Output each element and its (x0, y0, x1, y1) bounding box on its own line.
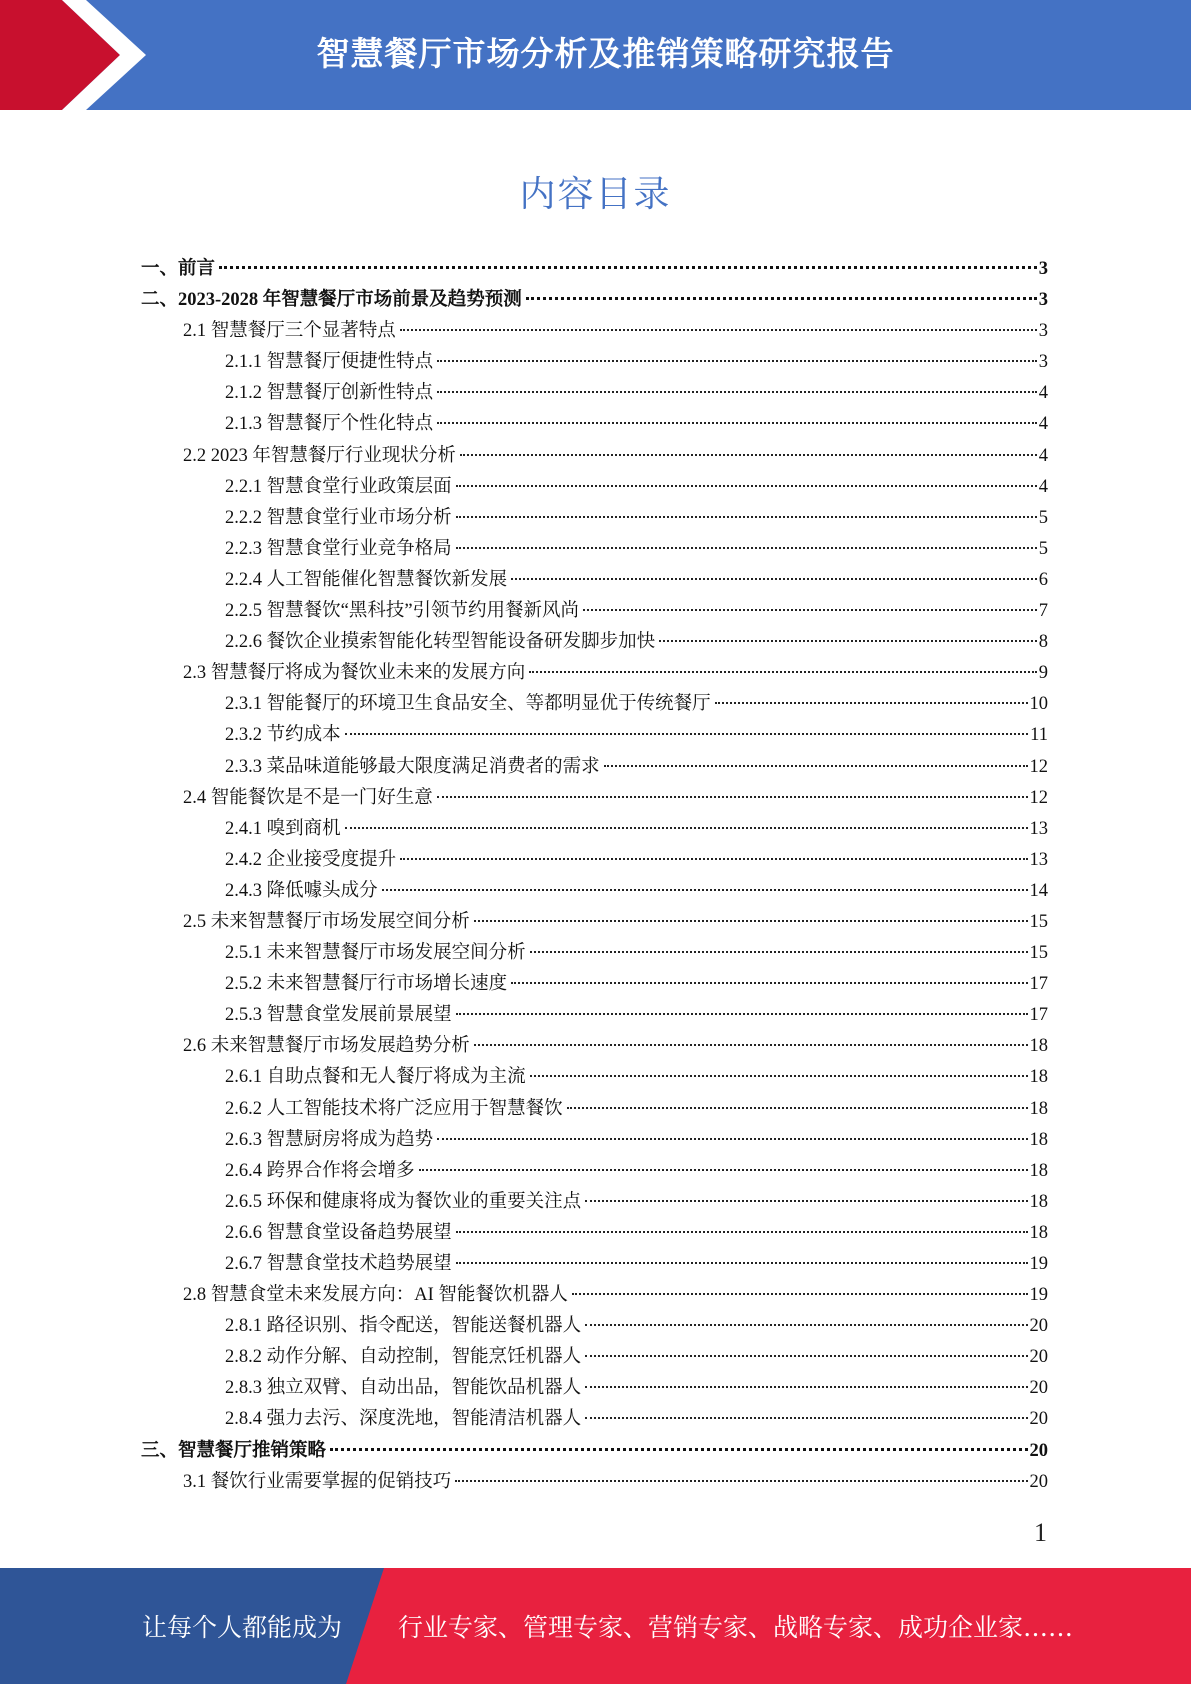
toc-entry[interactable] (141, 938, 1048, 969)
toc-entry-page: 3 (1038, 259, 1048, 279)
report-title: 智慧餐厅市场分析及推销策略研究报告 (316, 34, 895, 73)
toc-dot-leader (330, 1448, 1027, 1451)
toc-entry[interactable] (141, 1404, 1048, 1435)
footer-slogan-right: 行业专家、管理专家、营销专家、战略专家、成功企业家…… (398, 1613, 1074, 1642)
header-banner (0, 0, 1191, 110)
toc-entry-page: 7 (1038, 601, 1048, 622)
toc-dot-leader (382, 889, 1028, 891)
toc-entry-page: 6 (1038, 569, 1048, 590)
toc-dot-leader (585, 1200, 1027, 1202)
footer-banner (0, 1568, 1191, 1684)
toc-entry[interactable] (141, 503, 1048, 534)
toc-entry[interactable] (141, 441, 1048, 472)
toc-entry-label: 2.2.3 智慧食堂行业竞争格局 (225, 538, 452, 559)
toc-dot-leader (526, 297, 1037, 300)
toc-entry-page: 20 (1029, 1440, 1048, 1461)
toc-entry-page: 3 (1038, 290, 1048, 311)
toc-entry-page: 17 (1029, 1005, 1048, 1026)
toc-dot-leader (474, 920, 1028, 922)
toc-dot-leader (456, 485, 1037, 487)
toc-entry-page: 8 (1038, 632, 1048, 653)
toc-entry-label: 2.6.7 智慧食堂技术趋势展望 (225, 1254, 452, 1274)
toc-dot-leader (437, 1138, 1027, 1140)
toc-entry-page: 20 (1029, 1409, 1048, 1430)
toc-entry[interactable] (141, 845, 1048, 876)
toc-entry-page: 19 (1029, 1285, 1048, 1306)
toc-dot-leader (456, 516, 1037, 518)
toc-entry-page: 3 (1038, 321, 1048, 342)
toc-dot-leader (219, 266, 1037, 269)
toc-dot-leader (456, 1013, 1028, 1015)
toc-entry-page: 12 (1029, 756, 1048, 777)
toc-entry[interactable] (141, 472, 1048, 503)
toc-entry-page: 18 (1029, 1098, 1048, 1119)
toc-entry[interactable] (141, 658, 1048, 689)
toc-entry[interactable] (141, 1373, 1048, 1404)
toc-entry-page: 20 (1029, 1378, 1048, 1399)
footer-slogan-left: 让每个人都能成为 (142, 1613, 343, 1642)
toc-entry[interactable] (141, 565, 1048, 596)
toc-entry[interactable] (141, 752, 1048, 783)
toc-entry-page: 18 (1029, 1222, 1048, 1243)
toc-entry-page: 4 (1038, 476, 1048, 497)
toc-entry[interactable] (141, 1249, 1048, 1280)
toc-entry[interactable] (141, 534, 1048, 565)
toc-dot-leader (572, 1293, 1028, 1295)
toc-entry-page: 5 (1038, 538, 1048, 559)
toc-entry[interactable] (141, 1436, 1048, 1467)
toc-entry-label: 2.4.1 嗅到商机 (225, 818, 341, 839)
toc-entry[interactable] (141, 1218, 1048, 1249)
toc-dot-leader (585, 1417, 1027, 1419)
toc-entry-label: 2.6.6 智慧食堂设备趋势展望 (225, 1222, 452, 1243)
toc-dot-leader (456, 1231, 1028, 1233)
toc-entry[interactable] (141, 1342, 1048, 1373)
toc-entry-label: 2.3.3 菜品味道能够最大限度满足消费者的需求 (225, 756, 600, 777)
toc-entry-label: 2.2.6 餐饮企业摸索智能化转型智能设备研发脚步加快 (225, 632, 656, 653)
toc-entry-label: 2.6.5 环保和健康将成为餐饮业的重要关注点 (225, 1191, 582, 1212)
toc-dot-leader (585, 1355, 1027, 1357)
toc-entry-page: 18 (1029, 1129, 1048, 1150)
toc-dot-leader (659, 640, 1037, 642)
toc-entry-label: 2.4.2 企业接受度提升 (225, 849, 397, 870)
toc-entry[interactable] (141, 720, 1048, 751)
toc-entry-label: 2.3.1 智能餐厅的环境卫生食品安全、等都明显优于传统餐厅 (225, 694, 711, 715)
page-number: 1 (1034, 1518, 1047, 1547)
toc-entry-page: 13 (1029, 818, 1048, 839)
toc-dot-leader (567, 1107, 1028, 1109)
toc-entry[interactable] (141, 1156, 1048, 1187)
toc-entry-label: 2.6.3 智慧厨房将成为趋势 (225, 1129, 434, 1150)
toc-dot-leader (456, 547, 1037, 549)
toc-dot-leader (345, 733, 1029, 735)
toc-entry-page: 5 (1038, 507, 1048, 528)
toc-dot-leader (400, 329, 1037, 331)
toc-entry-label: 2.2.2 智慧食堂行业市场分析 (225, 507, 452, 528)
toc-entry-page: 12 (1029, 787, 1048, 808)
toc-dot-leader (511, 578, 1037, 580)
toc-entry-page: 19 (1029, 1254, 1048, 1274)
toc-entry-label: 2.2.4 人工智能催化智慧餐饮新发展 (225, 569, 508, 590)
toc-entry[interactable] (141, 285, 1048, 316)
toc-entry-label: 2.8.4 强力去污、深度洗地，智能清洁机器人 (225, 1409, 582, 1430)
toc-dot-leader (583, 609, 1037, 611)
toc-dot-leader (511, 982, 1027, 984)
toc-dot-leader (460, 454, 1037, 456)
toc-entry-label: 2.8.2 动作分解、自动控制，智能烹饪机器人 (225, 1347, 582, 1368)
toc-entry-label: 2.4 智能餐饮是不是一门好生意 (183, 787, 433, 808)
toc-entry-page: 4 (1038, 445, 1048, 466)
toc-entry[interactable] (141, 1280, 1048, 1311)
toc-entry-page: 9 (1038, 663, 1048, 684)
toc-entry-label: 2.2.1 智慧食堂行业政策层面 (225, 476, 452, 497)
toc-entry-page: 15 (1029, 911, 1048, 932)
toc-entry-page: 15 (1029, 943, 1048, 964)
toc-entry[interactable] (141, 254, 1048, 285)
toc-entry[interactable] (141, 1311, 1048, 1342)
toc-dot-leader (585, 1386, 1027, 1388)
toc-entry-page: 17 (1029, 974, 1048, 995)
toc-entry-label: 二、2023-2028 年智慧餐厅市场前景及趋势预测 (141, 290, 522, 311)
toc-entry-label: 2.1.1 智慧餐厅便捷性特点 (225, 352, 434, 373)
toc-entry[interactable] (141, 1062, 1048, 1093)
toc-entry-label: 2.1.2 智慧餐厅创新性特点 (225, 383, 434, 404)
toc-entry-page: 10 (1029, 694, 1048, 715)
toc-entry-label: 2.6.2 人工智能技术将广泛应用于智慧餐饮 (225, 1098, 563, 1119)
toc-dot-leader (604, 765, 1028, 767)
toc-entry-label: 2.5.1 未来智慧餐厅市场发展空间分析 (225, 943, 526, 964)
toc-dot-leader (474, 1044, 1028, 1046)
table-of-contents (141, 254, 1048, 1498)
toc-entry[interactable] (141, 783, 1048, 814)
toc-heading: 内容目录 (519, 174, 672, 215)
toc-entry-page: 3 (1038, 352, 1048, 373)
toc-entry-label: 2.8 智慧食堂未来发展方向：AI 智能餐饮机器人 (183, 1285, 568, 1306)
toc-entry-label: 2.2 2023 年智慧餐厅行业现状分析 (183, 445, 456, 466)
toc-entry-page: 18 (1029, 1191, 1048, 1212)
toc-entry[interactable] (141, 596, 1048, 627)
toc-entry[interactable] (141, 1125, 1048, 1156)
toc-entry-page: 18 (1029, 1160, 1048, 1181)
toc-entry-page: 13 (1029, 849, 1048, 870)
toc-entry[interactable] (141, 409, 1048, 440)
toc-entry-label: 2.4.3 降低噱头成分 (225, 880, 378, 901)
toc-entry[interactable] (141, 907, 1048, 938)
toc-entry[interactable] (141, 969, 1048, 1000)
toc-entry-page: 18 (1029, 1036, 1048, 1057)
toc-entry-label: 2.3 智慧餐厅将成为餐饮业未来的发展方向 (183, 663, 526, 684)
toc-dot-leader (455, 1480, 1027, 1482)
toc-dot-leader (715, 702, 1028, 704)
toc-entry-label: 2.6 未来智慧餐厅市场发展趋势分析 (183, 1036, 470, 1057)
toc-entry[interactable] (141, 347, 1048, 378)
toc-entry-label: 2.6.4 跨界合作将会增多 (225, 1160, 415, 1181)
toc-entry-page: 20 (1029, 1347, 1048, 1368)
toc-dot-leader (437, 422, 1037, 424)
toc-entry-page: 20 (1029, 1471, 1048, 1492)
toc-dot-leader (456, 1262, 1028, 1264)
toc-dot-leader (530, 951, 1028, 953)
toc-dot-leader (400, 858, 1027, 860)
toc-entry-page: 14 (1029, 880, 1048, 901)
toc-dot-leader (419, 1169, 1028, 1171)
toc-entry[interactable] (141, 1000, 1048, 1031)
toc-entry[interactable] (141, 627, 1048, 658)
toc-dot-leader (529, 671, 1036, 673)
toc-entry-label: 一、前言 (141, 259, 216, 279)
toc-entry-label: 2.5.3 智慧食堂发展前景展望 (225, 1005, 452, 1026)
toc-entry-label: 2.6.1 自助点餐和无人餐厅将成为主流 (225, 1067, 526, 1088)
toc-entry-label: 2.1 智慧餐厅三个显著特点 (183, 321, 396, 342)
toc-entry[interactable] (141, 814, 1048, 845)
toc-entry-label: 3.1 餐饮行业需要掌握的促销技巧 (183, 1471, 452, 1492)
toc-entry-label: 2.3.2 节约成本 (225, 725, 341, 746)
toc-entry-page: 20 (1029, 1316, 1048, 1337)
toc-entry[interactable] (141, 1094, 1048, 1125)
toc-dot-leader (530, 1075, 1028, 1077)
toc-dot-leader (345, 827, 1028, 829)
toc-entry[interactable] (141, 1187, 1048, 1218)
toc-entry[interactable] (141, 378, 1048, 409)
toc-entry-page: 11 (1030, 725, 1048, 746)
toc-entry-label: 2.5.2 未来智慧餐厅行市场增长速度 (225, 974, 508, 995)
toc-entry[interactable] (141, 689, 1048, 720)
toc-entry[interactable] (141, 876, 1048, 907)
toc-entry-label: 2.5 未来智慧餐厅市场发展空间分析 (183, 911, 470, 932)
toc-entry-page: 4 (1038, 383, 1048, 404)
toc-entry-label: 2.1.3 智慧餐厅个性化特点 (225, 414, 434, 435)
toc-entry[interactable] (141, 316, 1048, 347)
toc-dot-leader (437, 360, 1037, 362)
toc-entry-label: 三、智慧餐厅推销策略 (141, 1440, 327, 1461)
toc-entry[interactable] (141, 1467, 1048, 1498)
toc-entry-label: 2.2.5 智慧餐饮“黑科技”引领节约用餐新风尚 (225, 601, 580, 622)
toc-dot-leader (437, 796, 1028, 798)
toc-entry-label: 2.8.1 路径识别、指令配送，智能送餐机器人 (225, 1316, 582, 1337)
toc-dot-leader (585, 1324, 1027, 1326)
toc-entry-page: 4 (1038, 414, 1048, 435)
toc-dot-leader (437, 391, 1037, 393)
toc-entry-label: 2.8.3 独立双臂、自动出品，智能饮品机器人 (225, 1378, 582, 1399)
toc-entry[interactable] (141, 1031, 1048, 1062)
toc-entry-page: 18 (1029, 1067, 1048, 1088)
